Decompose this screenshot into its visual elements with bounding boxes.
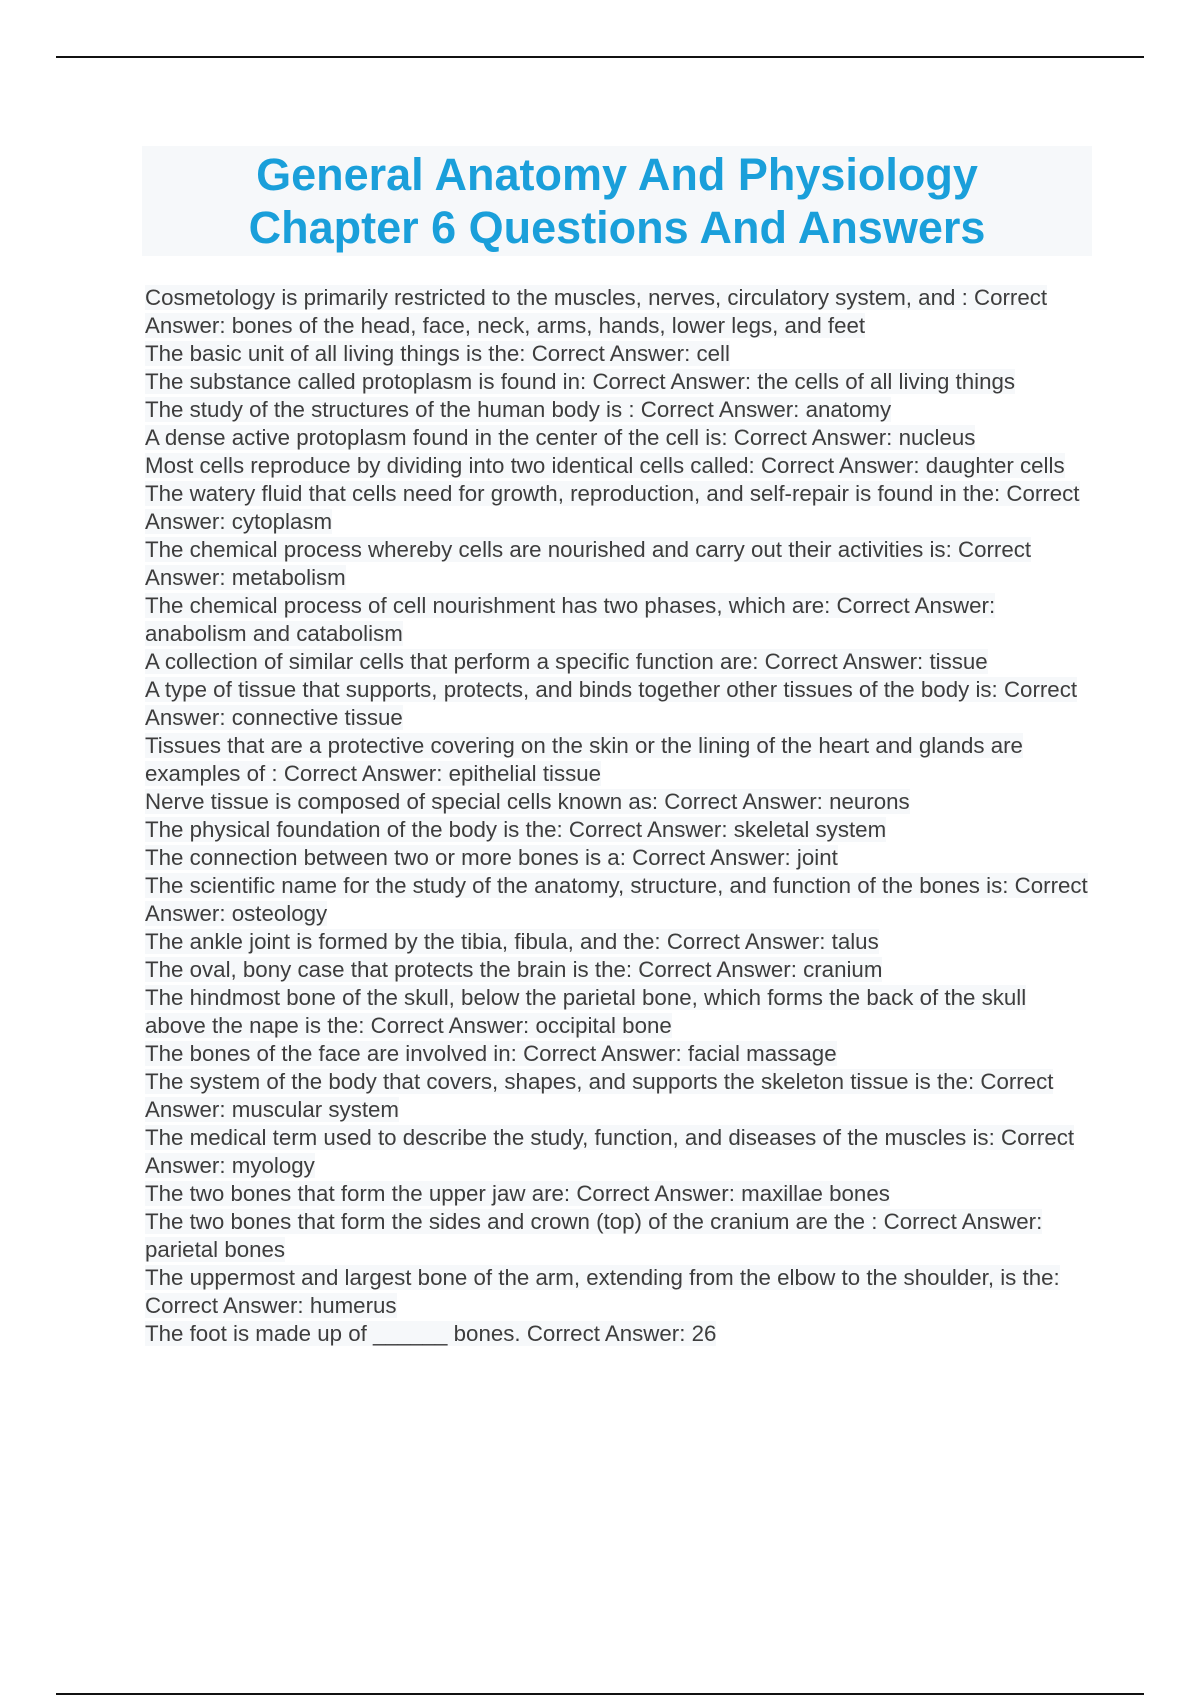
qa-text [145,1321,716,1346]
qa-text [145,453,1065,478]
list-item [145,396,1090,424]
question-text: The chemical process of cell nourishment has two phases, which are: [145,593,831,618]
answer-prefix: Correct Answer: [145,481,1080,534]
answer-text: cytoplasm [231,509,333,534]
answer-prefix: Correct Answer: [664,789,823,814]
qa-text [145,957,882,982]
qa-text [145,1181,890,1206]
answer-prefix: Correct Answer: [145,1069,1054,1122]
answer-prefix: Correct Answer: [145,1125,1075,1178]
qa-text [145,593,995,646]
answer-text: nucleus [898,425,976,450]
qa-text [145,285,1047,338]
question-text: A dense active protoplasm found in the center of the cell is: [145,425,728,450]
title-line-2: Chapter 6 Questions And Answers [248,202,986,253]
question-text: Tissues that are a protective covering on the skin or the lining of the heart and glands are examples of : [145,733,1023,786]
list-item [145,1040,1090,1068]
qa-text [145,1125,1074,1178]
question-text: The bones of the face are involved in: [145,1041,517,1066]
question-text: The two bones that form the sides and crown (top) of the cranium are the : [145,1209,878,1234]
qa-text [145,789,910,814]
qa-text [145,649,988,674]
top-rule [56,56,1144,58]
answer-text: muscular system [231,1097,400,1122]
answer-text: cranium [803,957,883,982]
list-item [145,340,1090,368]
answer-text: talus [831,929,879,954]
qa-text [145,397,891,422]
qa-text [145,1209,1042,1262]
list-item [145,284,1090,340]
answer-text: bones of the head, face, neck, arms, hands, lower legs, and feet [231,313,866,338]
qa-text [145,481,1080,534]
qa-text [145,733,1023,786]
answer-text: facial massage [687,1041,837,1066]
question-text: A collection of similar cells that perform a specific function are: [145,649,759,674]
list-item [145,1068,1090,1124]
answer-text: cell [696,341,730,366]
question-text: The medical term used to describe the study, function, and diseases of the muscles is: [145,1125,995,1150]
answer-prefix: Correct Answer: [760,453,920,478]
list-item [145,480,1090,536]
question-text: Nerve tissue is composed of special cells known as: [145,789,659,814]
answer-prefix: Correct Answer: [733,425,893,450]
answer-prefix: Correct Answer: [145,677,1078,730]
answer-prefix: Correct Answer: [576,1181,735,1206]
answer-text: metabolism [231,565,346,590]
answer-text: osteology [231,901,328,926]
answer-text: neurons [829,789,910,814]
list-item [145,928,1090,956]
answer-text: myology [231,1153,315,1178]
document-title [142,146,1092,256]
qa-text [145,873,1088,926]
title-line-1: General Anatomy And Physiology [256,149,978,200]
answer-prefix: Correct Answer: [638,957,797,982]
question-text: The two bones that form the upper jaw are: [145,1181,571,1206]
qa-text [145,537,1031,590]
qa-text [145,1265,1060,1318]
question-text: The scientific name for the study of the anatomy, structure, and function of the bones is: [145,873,1009,898]
answer-text: skeletal system [733,817,887,842]
qa-text [145,1041,837,1066]
answer-text: anabolism and catabolism [145,621,403,646]
list-item [145,676,1090,732]
answer-text: epithelial tissue [448,761,602,786]
question-text: The oval, bony case that protects the brain is the: [145,957,633,982]
list-item [145,1180,1090,1208]
answer-text: connective tissue [231,705,403,730]
list-item [145,956,1090,984]
question-text: The physical foundation of the body is the: [145,817,563,842]
list-item [145,844,1090,872]
list-item [145,424,1090,452]
answer-prefix: Correct Answer: [666,929,826,954]
list-item [145,1124,1090,1180]
question-text: The basic unit of all living things is the: [145,341,526,366]
bottom-rule [56,1693,1144,1695]
list-item [145,872,1090,928]
list-item [145,816,1090,844]
list-item [145,452,1090,480]
answer-prefix: Correct Answer: [145,537,1032,590]
question-text: The hindmost bone of the skull, below the parietal bone, which forms the back of the skull above the nape is the: [145,985,1027,1038]
answer-prefix: Correct Answer: [523,1041,682,1066]
answer-text: parietal bones [145,1237,286,1262]
list-item [145,1320,1090,1348]
answer-prefix: Correct Answer: [568,817,728,842]
answer-prefix: Correct Answer: [526,1321,686,1346]
question-text: The chemical process whereby cells are nourished and carry out their activities is: [145,537,952,562]
question-text: Most cells reproduce by dividing into two identical cells called: [145,453,755,478]
answer-prefix: Correct Answer: [145,1293,304,1318]
question-text: The connection between two or more bones is a: [145,845,626,870]
answer-prefix: Correct Answer: [836,593,996,618]
list-item [145,1208,1090,1264]
answer-text: maxillae bones [741,1181,890,1206]
answer-prefix: Correct Answer: [764,649,924,674]
list-item [145,1264,1090,1320]
list-item [145,732,1090,788]
qa-text [145,425,975,450]
answer-text: joint [796,845,838,870]
answer-prefix: Correct Answer: [145,873,1088,926]
answer-prefix: Correct Answer: [592,369,752,394]
question-text: Cosmetology is primarily restricted to the muscles, nerves, circulatory system, and : [145,285,968,310]
qa-text [145,369,1015,394]
answer-text: daughter cells [925,453,1065,478]
answer-prefix: Correct Answer: [283,761,443,786]
answer-text: 26 [691,1321,717,1346]
list-item [145,368,1090,396]
question-text: The watery fluid that cells need for growth, reproduction, and self-repair is found in the: [145,481,1001,506]
answer-text: tissue [929,649,988,674]
qa-text [145,845,838,870]
answer-text: occipital bone [535,1013,672,1038]
answer-text: the cells of all living things [757,369,1016,394]
question-text: The ankle joint is formed by the tibia, fibula, and the: [145,929,661,954]
qa-text [145,817,886,842]
list-item [145,648,1090,676]
list-item [145,788,1090,816]
answer-text: humerus [309,1293,397,1318]
qa-text [145,677,1077,730]
answer-prefix: Correct Answer: [370,1013,530,1038]
question-text: The system of the body that covers, shapes, and supports the skeleton tissue is the: [145,1069,975,1094]
list-item [145,984,1090,1040]
question-text: The foot is made up of ______ bones. [145,1321,521,1346]
question-text: A type of tissue that supports, protects, and binds together other tissues of the body is: [145,677,998,702]
question-text: The substance called protoplasm is found in: [145,369,587,394]
answer-prefix: Correct Answer: [632,845,791,870]
qa-text [145,1069,1053,1122]
question-text: The study of the structures of the human body is : [145,397,635,422]
question-text: The uppermost and largest bone of the arm, extending from the elbow to the shoulder, is the: [145,1265,1060,1290]
list-item [145,592,1090,648]
qa-text [145,341,730,366]
answer-prefix: Correct Answer: [883,1209,1043,1234]
qa-text [145,929,879,954]
answer-prefix: Correct Answer: [640,397,800,422]
answer-prefix: Correct Answer: [145,285,1048,338]
answer-text: anatomy [805,397,892,422]
list-item [145,536,1090,592]
answer-prefix: Correct Answer: [531,341,691,366]
qa-list [145,284,1090,1348]
qa-text [145,985,1026,1038]
